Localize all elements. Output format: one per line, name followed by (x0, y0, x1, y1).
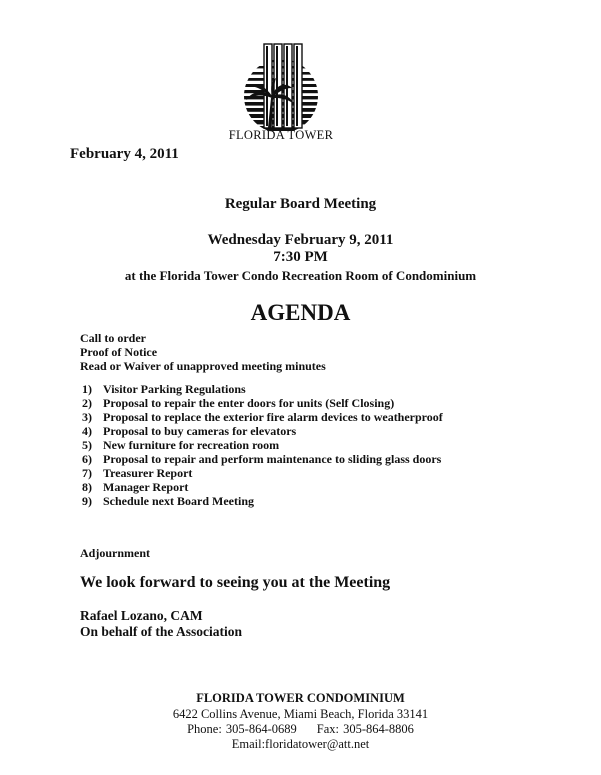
agenda-item-text: Proposal to repair and perform maintenance to sliding glass doors (103, 452, 442, 466)
preliminary-item: Read or Waiver of unapproved meeting minutes (80, 359, 326, 373)
agenda-item-number: 6) (82, 452, 92, 466)
closing-line: We look forward to seeing you at the Meeting (80, 574, 391, 591)
agenda-item-number: 2) (82, 396, 92, 410)
agenda-item-text: Proposal to repair the enter doors for units (Self Closing) (103, 396, 395, 410)
footer-fax: Fax: 305-864-8806 (316, 722, 414, 736)
agenda-item-text: Visitor Parking Regulations (103, 382, 246, 396)
adjournment: Adjournment (80, 546, 151, 560)
footer-contact (0, 722, 601, 737)
meeting-day: Wednesday February 9, 2011 (207, 232, 394, 248)
meeting-time: 7:30 PM (273, 249, 328, 265)
agenda-item-number: 3) (82, 410, 92, 424)
agenda-item-text: Manager Report (103, 480, 189, 494)
footer-email: Email:floridatower@att.net (231, 737, 370, 751)
agenda-item-text: Treasurer Report (103, 466, 193, 480)
agenda-item-text: Proposal to buy cameras for elevators (103, 424, 297, 438)
agenda-item-number: 4) (82, 424, 92, 438)
agenda-item-number: 7) (82, 466, 92, 480)
agenda-item-number: 5) (82, 438, 92, 452)
agenda-heading: AGENDA (250, 300, 351, 325)
agenda-item-text: New furniture for recreation room (103, 438, 280, 452)
agenda-item-number: 9) (82, 494, 92, 508)
agenda-item-number: 1) (82, 382, 92, 396)
signer-name: Rafael Lozano, CAM (80, 608, 203, 623)
logo-caption: FLORIDA TOWER (228, 128, 334, 142)
signer-behalf: On behalf of the Association (80, 624, 243, 639)
footer-name: FLORIDA TOWER CONDOMINIUM (196, 691, 405, 705)
agenda-item-text: Schedule next Board Meeting (103, 494, 254, 508)
letter-date: February 4, 2011 (70, 146, 179, 162)
footer-phone: Phone: 305-864-0689 (187, 722, 297, 736)
preliminary-item: Proof of Notice (80, 345, 158, 359)
preliminary-item: Call to order (80, 331, 146, 345)
agenda-item-text: Proposal to replace the exterior fire alarm devices to weatherproof (103, 410, 443, 424)
palm-tower-logo-icon (232, 40, 330, 142)
footer-address: 6422 Collins Avenue, Miami Beach, Florida 33141 (172, 707, 429, 721)
agenda-item-number: 8) (82, 480, 92, 494)
meeting-title: Regular Board Meeting (224, 196, 377, 212)
meeting-location: at the Florida Tower Condo Recreation Room of Condominium (124, 268, 477, 283)
